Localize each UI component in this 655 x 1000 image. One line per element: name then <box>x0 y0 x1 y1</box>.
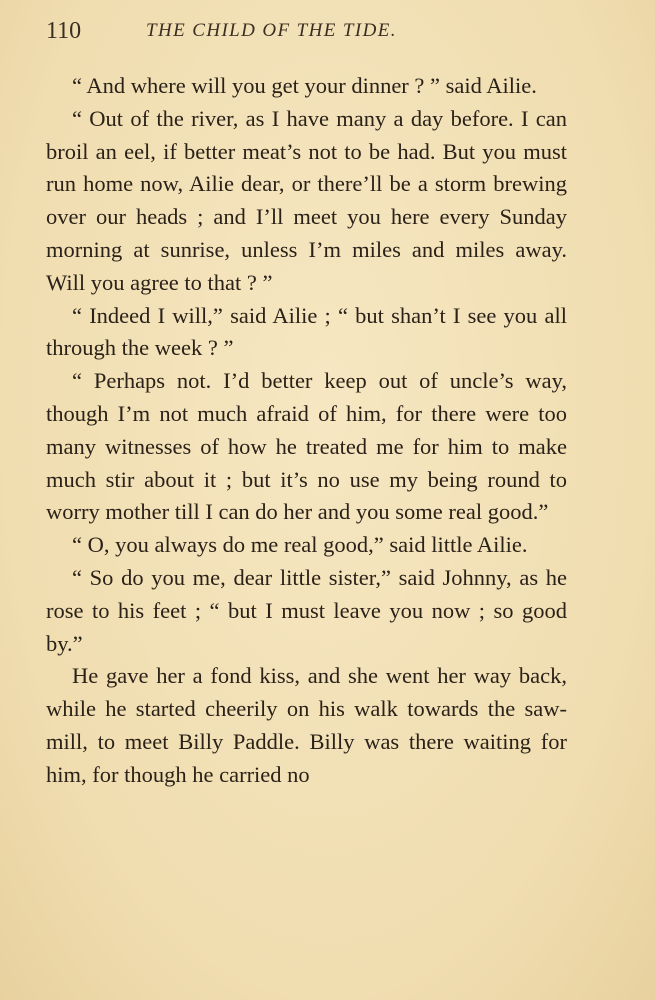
paragraph: “ Indeed I will,” said Ailie ; “ but shan’t I see you all through the week ? ” <box>46 302 567 361</box>
page-number: 110 <box>46 18 82 44</box>
paragraph: “ Perhaps not. I’d better keep out of uncle’s way, though I’m not much afraid of him, for there were too many witnesses of how he treated me for him to make much stir about it ; but it’s no use my being round to worry mother till I can do her and you some real good.” <box>46 368 567 525</box>
body-text <box>46 70 567 792</box>
paragraph: “ So do you me, dear little sister,” said Johnny, as he rose to his feet ; “ but I must leave you now ; so good by.” <box>46 564 567 656</box>
paragraph: “ And where will you get your dinner ? ” said Ailie. <box>72 73 537 98</box>
paragraph: “ O, you always do me real good,” said little Ailie. <box>72 532 528 558</box>
page-header <box>46 18 595 48</box>
paragraph: “ Out of the river, as I have many a day before. I can broil an eel, if better meat’s not to be had. But you must run home now, Ailie dear, or there’ll be a storm brewing over our heads ; and I’ll meet you here every Sunday morning at sunrise, unless I’m miles and miles away. Will you agree to that ? ” <box>46 105 567 295</box>
running-title: THE CHILD OF THE TIDE. <box>146 20 397 41</box>
paragraph: He gave her a fond kiss, and she went her way back, while he started cheerily on his walk towards the saw-mill, to meet Billy Paddle. Billy was there waiting for him, for though he carried no <box>46 663 567 787</box>
